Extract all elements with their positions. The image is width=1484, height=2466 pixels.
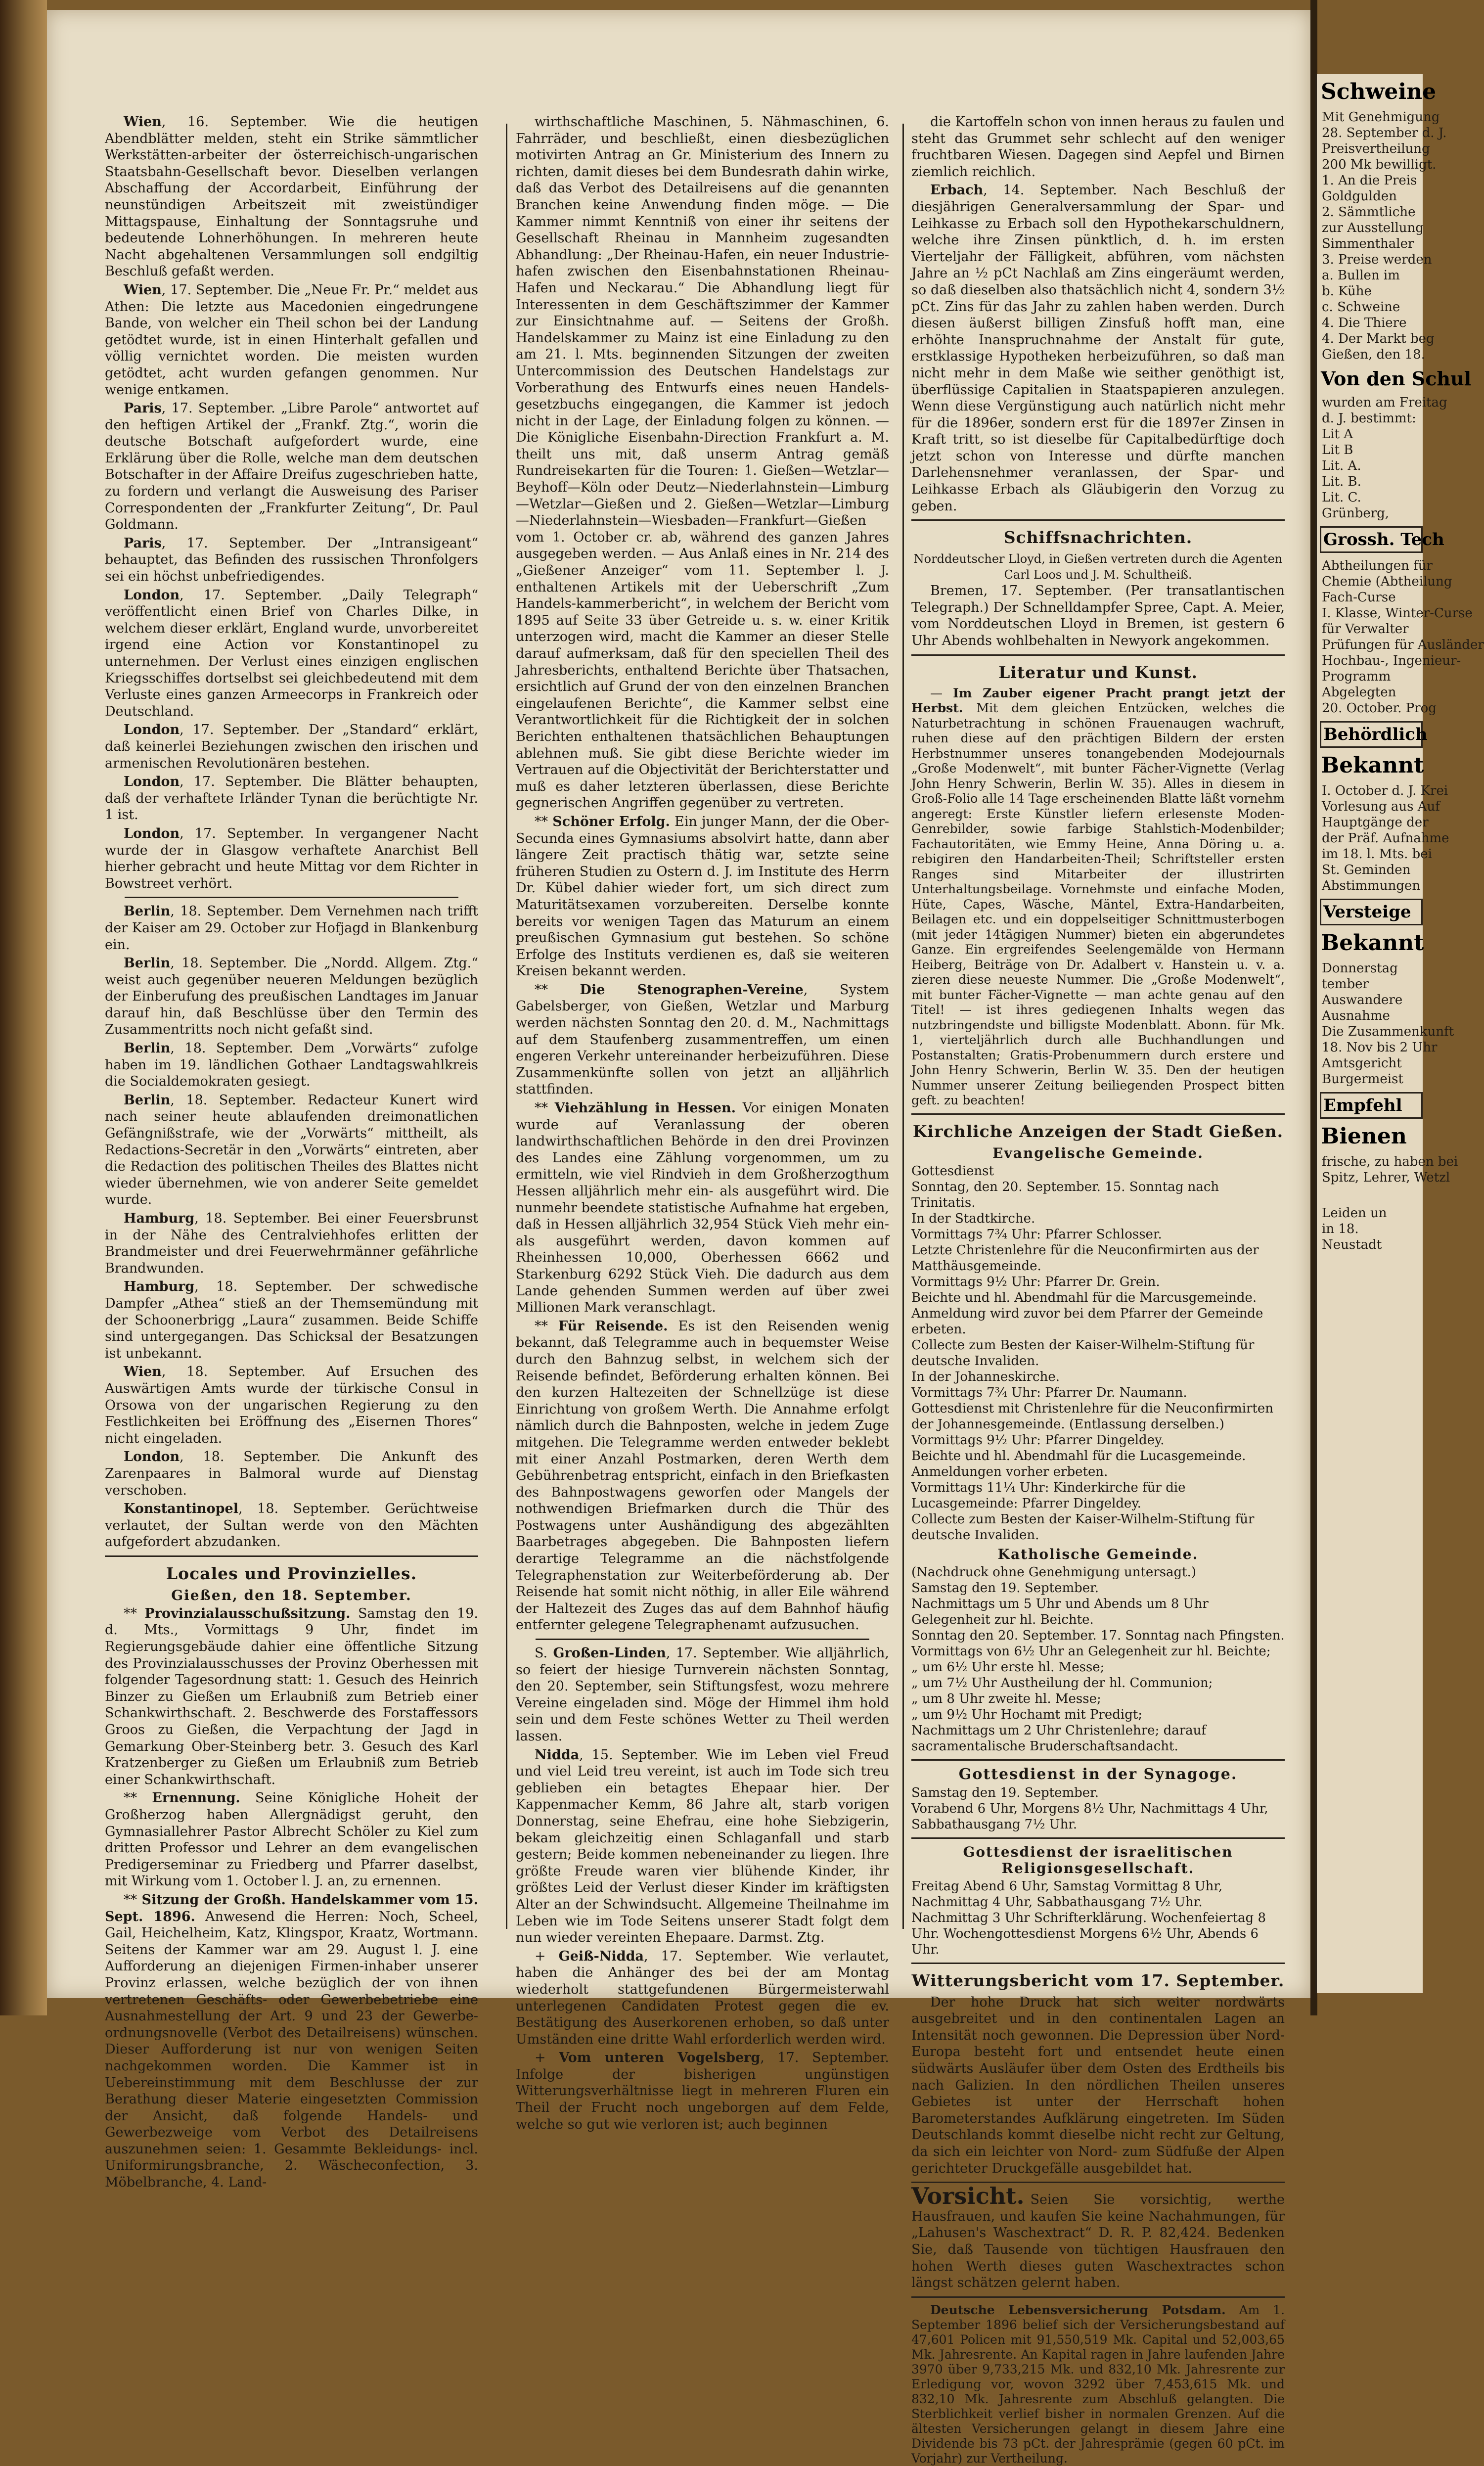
divider bbox=[911, 519, 1285, 521]
section-title-local: Locales und Provinzielles. bbox=[166, 1563, 417, 1583]
article: Konstantinopel, 18. September. Gerüchtweise verlautet, der Sultan werde von den Mächten aufgefordert abzudanken. bbox=[105, 1501, 478, 1550]
local-news-continued bbox=[516, 114, 889, 1634]
telegram-news-2 bbox=[105, 903, 478, 1551]
adjacent-heading: Bienen bbox=[1321, 1124, 1407, 1149]
article: ** Ernennung. Seine Königliche Hoheit der Großherzog haben Allergnädigst geruht, den Gymnasiallehrer Pastor Albrecht Schöler zu Kiel zum dritten Professor und Lehrer an dem evangelischen Predigerseminar zu Friedberg und Pfarrer daselbst, mit Wirkung vom 1. October l. J. an, zu ernennen. bbox=[105, 1790, 478, 1889]
article: die Kartoffeln schon von innen heraus zu faulen und steht das Grummet sehr schlecht auf den weniger fruchtbaren Wiesen. Dagegen sind Aepfel und Birnen ziemlich reichlich. bbox=[911, 114, 1285, 180]
service-line: „ um 8 Uhr zweite hl. Messe; bbox=[911, 1691, 1101, 1706]
adjacent-line: 20. October. Prog bbox=[1322, 701, 1437, 716]
service-line: Nachmittags um 5 Uhr und Abends um 8 Uhr Gelegenheit zur hl. Beichte. bbox=[911, 1596, 1209, 1627]
adjacent-line: d. J. bestimmt: bbox=[1322, 411, 1416, 426]
service-line: Vormittags 7¾ Uhr: Pfarrer Schlosser. bbox=[911, 1227, 1162, 1242]
adjacent-lines bbox=[1317, 1154, 1458, 1186]
service-line: „ um 9½ Uhr Hochamt mit Predigt; bbox=[911, 1707, 1143, 1722]
adjacent-line: Auswandere bbox=[1322, 993, 1403, 1007]
service-line: Beichte und hl. Abendmahl für die Marcusgemeinde. Anmeldung wird zuvor bei dem Pfarrer der Gemeinde erbeten. bbox=[911, 1290, 1263, 1337]
adjacent-line: Prüfungen für Ausländer bbox=[1322, 638, 1484, 652]
service-line: Vorabend 6 Uhr, Morgens 8½ Uhr, Nachmittags 4 Uhr, bbox=[911, 1801, 1268, 1816]
article: S. Großen-Linden, 17. September. Wie alljährlich, so feiert der hiesige Turnverein nächsten Sonntag, den 20. September, sein Stiftungsfest, wozu mehrere Vereine eingeladen sind. Möge der Himmel ihm hold sein und dem Feste schönes Wetter zu Theil werden lassen. bbox=[516, 1645, 889, 1744]
adjacent-line: Amtsgericht bbox=[1322, 1056, 1402, 1071]
adjacent-line: Ausnahme bbox=[1322, 1008, 1390, 1023]
adjacent-lines bbox=[1317, 109, 1447, 363]
adjacent-line: 200 Mk bewilligt. bbox=[1322, 157, 1437, 172]
service-line: Letzte Christenlehre für die Neuconfirmirten aus der Matthäusgemeinde. bbox=[911, 1242, 1259, 1274]
adjacent-box: Grossh. Tech bbox=[1320, 526, 1423, 553]
catholic-services bbox=[911, 1564, 1285, 1754]
adjacent-line: für Verwalter bbox=[1322, 622, 1409, 637]
adjacent-line: Abtheilungen für bbox=[1322, 558, 1433, 573]
divider bbox=[911, 1963, 1285, 1964]
adjacent-lines bbox=[1317, 395, 1447, 521]
service-line: Gottesdienst mit Christenlehre für die Neuconfirmirten der Johannesgemeinde. (Entlassung derselben.) bbox=[911, 1401, 1273, 1432]
adjacent-line: Gießen, den 18. bbox=[1322, 347, 1425, 362]
adjacent-line: Goldgulden bbox=[1322, 189, 1397, 204]
adjacent-line: Lit. B. bbox=[1322, 474, 1361, 489]
synagogue-title: Gottesdienst in der Synagoge. bbox=[958, 1765, 1238, 1783]
article: Berlin, 18. September. Redacteur Kunert wird nach seiner heute ablaufenden dreimonatlichen Gefängnißstrafe, wie der „Vorwärts“ mittheilt, als Redactions-Secretär in den „Vorwärts“ eintreten, aber die Redaction des politischen Theiles des Blattes nicht wieder übernehmen, wie von anderer Seite gemeldet wurde. bbox=[105, 1092, 478, 1208]
adjacent-line: Fach-Curse bbox=[1322, 590, 1396, 605]
adjacent-lines bbox=[1317, 783, 1449, 894]
adjacent-line: Leiden un bbox=[1322, 1206, 1387, 1221]
service-line: Nachmittags um 2 Uhr Christenlehre; darauf sacramentalische Bruderschaftsandacht. bbox=[911, 1723, 1207, 1754]
weather-title: Witterungsbericht vom 17. September. bbox=[911, 1970, 1285, 1990]
advertisement bbox=[911, 2183, 1285, 2291]
service-line: Samstag den 19. September. bbox=[911, 1785, 1099, 1800]
service-line: Collecte zum Besten der Kaiser-Wilhelm-Stiftung für deutsche Invaliden. bbox=[911, 1337, 1255, 1369]
adjacent-line: Die Zusammenkunft bbox=[1322, 1024, 1454, 1039]
adjacent-line: 4. Der Markt beg bbox=[1322, 331, 1435, 346]
divider bbox=[911, 654, 1285, 656]
telegram-news bbox=[105, 114, 478, 892]
article: Berlin, 18. September. Die „Nordd. Allgem. Ztg.“ weist auch gegenüber neueren Meldungen bezüglich der Einberufung des preußischen Landtages im Januar darauf hin, daß Beschlüsse über den Termin des Zusammentritts noch nicht gefaßt sind. bbox=[105, 956, 478, 1038]
divider bbox=[911, 1759, 1285, 1761]
adjacent-box: Versteige bbox=[1320, 899, 1423, 925]
adjacent-heading: Von den Schul bbox=[1321, 367, 1472, 390]
divider bbox=[536, 1639, 869, 1640]
article: Hamburg, 18. September. Bei einer Feuersbrunst in der Nähe des Centralviehhofes erlitten der Brandmeister und drei Feuerwehrmänner gefährliche Brandwunden. bbox=[105, 1211, 478, 1276]
article: Berlin, 18. September. Dem Vernehmen nach trifft der Kaiser am 29. October zur Hofjagd in Blankenburg ein. bbox=[105, 904, 478, 953]
service-line: Collecte zum Besten der Kaiser-Wilhelm-Stiftung für deutsche Invaliden. bbox=[911, 1511, 1255, 1543]
ship-news-text: Bremen, 17. September. (Per transatlantischen Telegraph.) Der Schnelldampfer Spree, Capt. A. Meier, vom Norddeutschen Lloyd in Bremen, ist gestern 6 Uhr Abends wohlbehalten in Newyork angekommen. bbox=[911, 583, 1285, 649]
adjacent-line: St. Geminden bbox=[1322, 863, 1411, 877]
adjacent-line: 28. September d. J. bbox=[1322, 126, 1447, 140]
article: Wien, 16. September. Wie die heutigen Abendblätter melden, steht ein Strike sämmtlicher Werkstätten-arbeiter der österreichisch-ungarischen Staatsbahn-Gesellschaft bevor. Dieselben verlangen Abschaffung der Accordarbeit, Einführung der neunstündigen Arbeitszeit mit zweistündiger Mittagspause, Einhaltung der Sonntagsruhe und bedeutende Lohnerhöhungen. In mehreren heute Nacht abgehaltenen Versammlungen soll endgiltig Beschluß gefaßt werden. bbox=[105, 114, 478, 279]
divider bbox=[911, 2296, 1285, 2298]
article: Wien, 17. September. Die „Neue Fr. Pr.“ meldet aus Athen: Die letzte aus Macedonien eingedrungene Bande, von welcher ein Theil schon bei der Landung getödtet wurde, ist in einen Hinterhalt gefallen und völlig vernichtet worden. Die meisten wurden getödtet, acht wurden gefangen genommen. Nur wenige entkamen. bbox=[105, 282, 478, 398]
column-3 bbox=[911, 114, 1285, 2466]
adjacent-line: Lit A bbox=[1322, 427, 1353, 442]
church-notices-title: Kirchliche Anzeigen der Stadt Gießen. bbox=[912, 1121, 1284, 1141]
article: Paris, 17. September. „Libre Parole“ antwortet auf den heftigen Artikel der „Frankf. Ztg.“, worin die deutsche Botschaft aufgefordert wurde, eine Erklärung über die Rolle, welche man dem deutschen Botschafter in der Affaire Dreifus zugeschrieben hatte, zu fordern und verlangt die Ausweisung des Pariser Correspondenten der „Frankfurter Zeitung“, Dr. Paul Goldmann. bbox=[105, 401, 478, 533]
adjacent-box: Empfehl bbox=[1320, 1092, 1423, 1119]
adjacent-lines bbox=[1317, 1205, 1423, 1253]
service-line: Gottesdienst bbox=[911, 1163, 994, 1179]
adjacent-line: Lit. A. bbox=[1322, 458, 1361, 473]
adjacent-heading: Bekannt bbox=[1321, 930, 1424, 956]
service-line: „ um 7½ Uhr Austheilung der hl. Communion; bbox=[911, 1675, 1213, 1690]
service-line: Vormittags 11¼ Uhr: Kinderkirche für die Lucasgemeinde: Pfarrer Dingeldey. bbox=[911, 1480, 1186, 1511]
catholic-community: Katholische Gemeinde. bbox=[997, 1546, 1199, 1562]
service-line: In der Stadtkirche. bbox=[911, 1211, 1035, 1226]
service-line: Sabbathausgang 7½ Uhr. bbox=[911, 1817, 1078, 1832]
advertisement-text: Seien Sie vorsichtig, werthe Hausfrauen, und kaufen Sie keine Nachahmungen, für „Lahusen's Waschextract“ D. R. P. 82,424. Bedenken Sie, daß Tausende von tüchtigen Hausfrauen den hohen Werth dieses guten Waschextractes schon längst schätzen gelernt haben. bbox=[911, 2192, 1285, 2291]
article: ** Sitzung der Großh. Handelskammer vom 15. Sept. 1896. Anwesend die Herren: Noch, Scheel, Gail, Heichelheim, Katz, Klingspor, Kraatz, Wortmann. Seitens der Kammer war am 29. August l. J. eine Aufforderung an diejenigen Firmen-inhaber unserer Provinz erlassen, welche bezüglich der von ihnen vertretenen Geschäfts- oder Gewerbebetriebe eine Ausnahmestellung der Art. 9 und 23 der Gewerbe-ordnungsnovelle (Verbot des Detailreisens) wünschen. Dieser Aufforderung ist nur von wenigen Seiten nachgekommen worden. Die Kammer ist in Uebereinstimmung mit dem Beschlusse der zur Berathung dieser Materie eingesetzten Commission der Ansicht, daß folgende Handels- und Gewerbezweige vom Verbot des Detailreisens auszunehmen seien: 1. Gesammte Bekleidungs- incl. Uniformirungsbranche, 2. Wäscheconfection, 3. Möbelbranche, 4. Land- bbox=[105, 1892, 478, 2191]
article: wirthschaftliche Maschinen, 5. Nähmaschinen, 6. Fahrräder, und beschließt, einen diesbezüglichen motivirten Antrag an Gr. Ministerium des Innern zu richten, damit dieses bei dem Bundesrath dahin wirke, daß das Verbot des Detailreisens auf die genannten Branchen keine Anwendung finden möge. — Die Kammer nimmt Kenntniß von einer ihr seitens der Gesellschaft Rheinau in Mannheim zugesandten Abhandlung: „Der Rheinau-Hafen, ein neuer Industrie-hafen zwischen den Eisenbahnstationen Rheinau-Hafen und Neckarau.“ Die Abhandlung liegt für Interessenten in dem Geschäftszimmer der Kammer zur Einsichtnahme auf. — Seitens der Großh. Handelskammer zu Mainz ist eine Einladung zu den am 21. l. Mts. beginnenden Sitzungen der zweiten Untercommission des Deutschen Handelstags zur Vorberathung des Entwurfs eines neuen Handels-gesetzbuchs eingegangen, die Kammer ist jedoch nicht in der Lage, der Einladung folgen zu können. — Die Königliche Eisenbahn-Direction Frankfurt a. M. theilt uns mit, daß unserm Antrag gemäß Rundreisekarten für die Touren: 1. Gießen—Wetzlar—Beyhoff—Köln oder Deutz—Niederlahnstein—Limburg—Wetzlar—Gießen und 2. Gießen—Wetzlar—Limburg—Niederlahnstein—Wiesbaden—Frankfurt—Gießen vom 1. October cr. ab, während des ganzen Jahres ausgegeben werden. — Aus Anlaß eines in Nr. 214 des „Gießener Anzeiger“ vom 11. September l. J. enthaltenen Artikels mit der Ueberschrift „Zum Handels-kammerbericht“, in welchem der Bericht vom 1895 auf Seite 33 über Getreide u. s. w. einer Kritik unterzogen wird, macht die Kammer an dieser Stelle darauf aufmerksam, daß für den speciellen Theil des Jahresberichts, enthaltend Berichte über Thatsachen, ersichtlich auf Grund der von den einzelnen Branchen eingelaufenen Berichte“, die Kammer selbst eine Verantwortlichkeit für die Richtigkeit der in solchen Berichten enthaltenen thatsächlichen Behauptungen ablehnen muß. Sie gibt diese Berichte wieder im Vertrauen auf die Objectivität der Berichterstatter und muß es daher letzteren überlassen, diese Berichte gegnerischen Angriffen gegenüber zu vertreten. bbox=[516, 114, 889, 811]
service-line: In der Johanneskirche. bbox=[911, 1369, 1060, 1384]
adjacent-line: Vorlesung aus Auf bbox=[1322, 799, 1440, 814]
adjacent-line: Grünberg, bbox=[1322, 506, 1390, 521]
adjacent-line: Simmenthaler bbox=[1322, 236, 1414, 251]
adjacent-line: 4. Die Thiere bbox=[1322, 316, 1407, 330]
adjacent-line: Lit B bbox=[1322, 443, 1353, 457]
article: Hamburg, 18. September. Der schwedische Dampfer „Athea“ stieß an der Themsemündung mit der Schoonerbrigg „Laura“ zusammen. Beide Schiffe sind untergegangen. Das Schicksal der Besatzungen ist unbekannt. bbox=[105, 1279, 478, 1361]
protestant-services bbox=[911, 1163, 1285, 1543]
column-rule bbox=[506, 124, 507, 1929]
article: + Geiß-Nidda, 17. September. Wie verlautet, haben die Anhänger des bei der am Montag wiederholt stattgefundenen Bürgermeisterwahl unterlegenen Candidaten Protest gegen die ev. Bestätigung des Auserkorenen erhoben, so daß unter Umständen eine dritte Wahl erforderlich werden wird. bbox=[516, 1948, 889, 2047]
service-line: Vormittags 7¾ Uhr: Pfarrer Dr. Naumann. bbox=[911, 1385, 1187, 1400]
protestant-community: Evangelische Gemeinde. bbox=[992, 1144, 1204, 1161]
adjacent-line: Preisvertheilung bbox=[1322, 141, 1430, 156]
adjacent-line: I. Klasse, Winter-Curse bbox=[1322, 606, 1473, 621]
dateline: Gießen, den 18. September. bbox=[171, 1587, 412, 1603]
weather-text: Der hohe Druck hat sich weiter nordwärts ausgebreitet und in den continentalen Lagen an Intensität noch gewonnen. Die Depression über Nord-Europa besteht fort und entsendet heute einen südwärts Ausläufer über dem Osten des Erdtheils bis nach Galizien. In den nördlichen Theilen unseres Gebietes ist unter der Herrschaft hohen Barometerstandes Aufklärung eingetreten. Im Süden Deutschlands kommt dieselbe nicht recht zur Geltung, da sich ein leichter von Nord- zum Südfuße der Alpen gerichteter Druckgefälle ausgebildet hat. bbox=[911, 1994, 1285, 2176]
article: ** Provinzialausschußsitzung. Samstag den 19. d. Mts., Vormittags 9 Uhr, findet im Regierungsgebäude dahier eine öffentliche Sitzung des Provinzialausschusses der Provinz Oberhessen mit folgender Tagesordnung statt: 1. Gesuch des Heinrich Binzer zu Gießen um Erlaubniß zum Betrieb einer Schankwirthschaft. 2. Beschwerde des Forstaffessors Groos zu Gießen, die Verpachtung der Jagd in Gemarkung Ober-Steinberg betr. 3. Gesuch des Karl Kratzenberger zu Gießen um Erlaubniß zum Betrieb einer Schankwirthschaft. bbox=[105, 1605, 478, 1787]
adjacent-line: I. October d. J. Krei bbox=[1322, 783, 1448, 798]
service-line: Sonntag, den 20. September. 15. Sonntag nach Trinitatis. bbox=[911, 1179, 1219, 1210]
book-spine bbox=[0, 0, 47, 2015]
service-line: Sonntag den 20. September. 17. Sonntag nach Pfingsten. bbox=[911, 1628, 1285, 1643]
column-1 bbox=[105, 114, 478, 2191]
adjacent-line: Neustadt bbox=[1322, 1237, 1382, 1252]
divider bbox=[105, 1555, 478, 1557]
adjacent-heading: Bekannt bbox=[1321, 753, 1424, 778]
adjacent-line: Chemie (Abtheilung bbox=[1322, 574, 1452, 589]
synagogue-services bbox=[911, 1785, 1285, 1832]
adjacent-page bbox=[1315, 74, 1484, 1993]
article: London, 17. September. In vergangener Nacht wurde der in Glasgow verhaftete Anarchist Bell hierher gebracht und heute Mittag vor dem Richter in Bowstreet verhört. bbox=[105, 825, 478, 891]
regional-news-continued bbox=[911, 114, 1285, 514]
article: + Vom unteren Vogelsberg, 17. September. Infolge der bisherigen ungünstigen Witterungsverhältnisse liegt in mehreren Fluren ein Theil der Frucht noch ungeborgen auf dem Felde, welche so gut wie verloren ist; auch beginnen bbox=[516, 2050, 889, 2132]
service-line: Vormittags 9½ Uhr: Pfarrer Dr. Grein. bbox=[911, 1274, 1160, 1289]
adjacent-line: tember bbox=[1322, 977, 1369, 992]
column-rule bbox=[902, 124, 904, 1929]
adjacent-box: Behördlich bbox=[1320, 721, 1423, 748]
article: Nidda, 15. September. Wie im Leben viel Freud und viel Leid treu vereint, ist auch im Tode sich treu geblieben ein betagtes Ehepaar hier. Der Kappenmacher Kemm, 86 Jahre alt, starb vorigen Donnerstag, seine Ehefrau, eine hohe Siebzigerin, bekam gleichzeitig einen Schlaganfall und starb gestern; Beide kommen nebeneinander zu liegen. Ihre größte Freude waren vier blühende Kinder, ihr größtes Leid der Verlust dieser Kinder im kräftigsten Alter an der Schwindsucht. Allgemeine Theilnahme im Leben wie im Tode Seitens unserer Stadt folgt dem nun wieder vereinten Ehepaare. Darmst. Ztg. bbox=[516, 1747, 889, 1946]
divider bbox=[125, 897, 458, 898]
service-line: Vormittags 9½ Uhr: Pfarrer Dingeldey. bbox=[911, 1432, 1165, 1448]
adjacent-line: 2. Sämmtliche bbox=[1322, 205, 1416, 220]
adjacent-line: zur Ausstellung bbox=[1322, 221, 1424, 235]
article: Berlin, 18. September. Dem „Vorwärts“ zufolge haben im 19. ländlichen Gothaer Landtagswahlkreis die Socialdemokraten gesiegt. bbox=[105, 1041, 478, 1090]
service-line: (Nachdruck ohne Genehmigung untersagt.) bbox=[911, 1564, 1197, 1580]
adjacent-line: der Präf. Aufnahme bbox=[1322, 831, 1449, 846]
adjacent-line: Lit. C. bbox=[1322, 490, 1361, 505]
article: ** Für Reisende. Es ist den Reisenden wenig bekannt, daß Telegramme auch in bequemster Weise durch den Bahnzug selbst, in welchem sich der Reisende befindet, Beförderung erhalten können. Bei den kurzen Haltezeiten der Schnellzüge ist diese Einrichtung von großem Werth. Die Annahme erfolgt nämlich durch die Bahnposten, welche in jedem Zuge mitgehen. Die Telegramme werden entweder beklebt mit einer Anzahl Postmarken, deren Werth dem Gebührenbetrag entspricht, einfach in den Briefkasten des Bahnpostwagens geworfen oder Mangels der nothwendigen Briefmarken durch die Thür des Postwagens unter Aushändigung des abgezählten Baarbetrages abgegeben. Die Bahnposten liefern derartige Telegramme an die nächstfolgende Telegraphenstation zur Weiterbeförderung ab. Der Reisende hat somit nicht nöthig, in aller Eile während der Haltezeit des Zuges das auf dem Bahnhof häufig entfernter gelegene Telegraphenamt aufzusuchen. bbox=[516, 1318, 889, 1633]
article: ** Viehzählung in Hessen. Vor einigen Monaten wurde auf Veranlassung der oberen landwirthschaftlichen Behörde in den drei Provinzen des Landes eine Zählung vorgenommen, um zu ermitteln, wie viel Rindvieh in dem Großherzogthum Hessen alljährlich mehr ein- als ausgeführt wird. Die nunmehr beendete statistische Aufnahme hat ergeben, daß in Hessen alljährlich 32,954 Stück Vieh mehr ein- als ausgeführt werden, davon kommen auf Rheinhessen 10,000, Oberhessen 6662 und Starkenburg 6292 Stück Vieh. Die dadurch aus dem Lande gehenden Summen werden auf über zwei Millionen Mark veranschlagt. bbox=[516, 1100, 889, 1316]
literature-text: — Im Zauber eigener Pracht prangt jetzt der Herbst. Mit dem gleichen Entzücken, welches die Naturbetrachtung in schönen Frauenaugen wachruft, ruhen diese auf den prächtigen Bildern der ersten Herbstnummer unseres tonangebenden Modejournals „Große Modenwelt“, mit bunter Fächer-Vignette (Verlag John Henry Schwerin, Berlin W. 35). Alles in diesem in Groß-Folio alle 14 Tage erscheinenden Blatte läßt vornehm angeregt: Erste Künstler liefern erlesenste Moden-Genrebilder, sowie farbige Stahlstich-Modenbilder; Fachautoritäten, wie Emmy Heine, Anna Döring u. a. rebigiren den Handarbeiten-Theil; Schriftsteller ersten Ranges sind Mitarbeiter der illustrirten Unterhaltungsbeilage. Vornehmste und einfache Moden, Hüte, Capes, Wäsche, Mäntel, Extra-Handarbeiten, Beilagen etc. und ein doppelseitiger Schnittmusterbogen (mit jeder 14tägigen Nummer) bieten ein abgerundetes Ganze. Ein ergreifendes Seelengemälde von Hermann Heiberg, Beiträge von Dr. Adalbert v. Hanstein u. v. a. zieren diese neueste Nummer. Die „Große Modenwelt“, mit bunter Fächer-Vignette — man achte genau auf den Titel! — ist ihres gediegenen Inhalts wegen das nutzbringendste und billigste Modenblatt. Abonn. für Mk. 1, vierteljährlich durch alle Buchhandlungen und Postanstalten; Gratis-Probenummern durch erstere und John Henry Schwerin, Berlin W. 35. Den der heutigen Nummer unserer Zeitung beiliegenden Prospect bitten geft. zu beachten! bbox=[911, 685, 1285, 1108]
adjacent-line: Burgermeist bbox=[1322, 1072, 1403, 1087]
divider bbox=[911, 1837, 1285, 1839]
column-2 bbox=[516, 114, 889, 2132]
adjacent-line: a. Bullen im bbox=[1322, 268, 1400, 283]
article: Erbach, 14. September. Nach Beschluß der diesjährigen Generalversammlung der Spar- und Leihkasse zu Erbach soll den Hypothekarschuldnern, welche ihre Zinsen pünktlich, d. h. im ersten Vierteljahr der Fälligkeit, abführen, vom nächsten Jahre an ½ pCt Nachlaß am Zins eingeräumt werden, so daß dieselben also thatsächlich nicht 4, sondern 3½ pCt. Zins für das Jahr zu zahlen haben werden. Durch diesen äußerst billigen Zinsfuß hofft man, eine erhöhte Inanspruchnahme der Anstalt für gute, erstklassige Hypotheken herbeizuführen, so daß man nicht mehr in dem Maße wie seither genöthigt ist, überflüssige Capitalien in Staatspapieren anzulegen. Wenn diese Vergünstigung auch natürlich nicht mehr für die 1896er, sondern erst für die 1897er Zinsen in Kraft tritt, so ist dieselbe für Capitalbedürftige doch jetzt schon von Interesse und dürfte manchen Darlehensnehmer veranlassen, der Spar- und Leihkasse Erbach als Gläubigerin den Vorzug zu geben. bbox=[911, 183, 1285, 514]
literature-title: Literatur und Kunst. bbox=[998, 662, 1198, 682]
service-line: „ um 6½ Uhr erste hl. Messe; bbox=[911, 1659, 1105, 1675]
article: London, 18. September. Die Ankunft des Zarenpaares in Balmoral wurde auf Dienstag verschoben. bbox=[105, 1449, 478, 1498]
ship-news-intro: Norddeutscher Lloyd, in Gießen vertreten durch die Agenten Carl Loos und J. M. Schultheiß. bbox=[913, 552, 1283, 582]
advertisement-title: Vorsicht. bbox=[911, 2183, 1025, 2210]
service-line: Samstag den 19. September. bbox=[911, 1580, 1099, 1596]
adjacent-line: Spitz, Lehrer, Wetzl bbox=[1322, 1170, 1450, 1185]
service-line: Freitag Abend 6 Uhr, Samstag Vormittag 8 Uhr, Nachmittag 4 Uhr, Sabbathausgang 7½ Uhr. bbox=[911, 1878, 1223, 1910]
adjacent-line: c. Schweine bbox=[1322, 300, 1400, 315]
article: London, 17. September. Die Blätter behaupten, daß der verhaftete Irländer Tynan die berüchtigte Nr. 1 ist. bbox=[105, 774, 478, 823]
regional-news bbox=[516, 1645, 889, 2133]
adjacent-line: Abgelegten bbox=[1322, 685, 1396, 700]
adjacent-line: wurden am Freitag bbox=[1322, 395, 1447, 410]
adjacent-line: Donnerstag bbox=[1322, 961, 1398, 976]
service-line: Vormittags von 6½ Uhr an Gelegenheit zur hl. Beichte; bbox=[911, 1644, 1271, 1659]
service-line: Beichte und hl. Abendmahl für die Lucasgemeinde. Anmeldungen vorher erbeten. bbox=[911, 1448, 1246, 1479]
adjacent-line: 1. An die Preis bbox=[1322, 173, 1417, 188]
article: ** Die Stenographen-Vereine, System Gabelsberger, von Gießen, Wetzlar und Marburg werden nächsten Sonntag den 20. d. M., Nachmittags auf dem Staufenberg zusammentreffen, um einen engeren Verkehr untereinander herbeizuführen. Diese Zusammenkünfte sollen von jetzt an alljährlich stattfinden. bbox=[516, 982, 889, 1097]
adjacent-line: Mit Genehmigung bbox=[1322, 110, 1440, 125]
article: Wien, 18. September. Auf Ersuchen des Auswärtigen Amts wurde der türkische Consul in Orsowa von der ungarischen Regierung zu den Festlichkeiten bei Eröffnung des „Eisernen Thores“ nicht eingeladen. bbox=[105, 1364, 478, 1446]
israelite-title: Gottesdienst der israelitischen Religionsgesellschaft. bbox=[963, 1843, 1233, 1876]
adjacent-line: 3. Preise werden bbox=[1322, 252, 1432, 267]
israelite-services bbox=[911, 1878, 1285, 1958]
local-news bbox=[105, 1605, 478, 2191]
divider bbox=[911, 1113, 1285, 1115]
adjacent-line: 18. Nov bis 2 Uhr bbox=[1322, 1040, 1438, 1055]
adjacent-line: Hauptgänge der bbox=[1322, 815, 1429, 830]
ship-news-title: Schiffsnachrichten. bbox=[1003, 528, 1193, 548]
adjacent-line: b. Kühe bbox=[1322, 284, 1372, 299]
article: London, 17. September. Der „Standard“ erklärt, daß keinerlei Beziehungen zwischen den irischen und armenischen Revolutionären bestehen. bbox=[105, 722, 478, 771]
service-line: Nachmittag 3 Uhr Schrifterklärung. Wochenfeiertag 8 Uhr. Wochengottesdienst Morgens 6½ Uhr, Abends 6 Uhr. bbox=[911, 1910, 1266, 1957]
adjacent-lines bbox=[1317, 960, 1454, 1087]
adjacent-lines bbox=[1317, 558, 1484, 716]
adjacent-heading: Schweine bbox=[1321, 79, 1437, 104]
insurance-notice: Deutsche Lebensversicherung Potsdam. Am 1. September 1896 belief sich der Versicherungsbestand auf 47,601 Policen mit 91,550,519 Mk. Capital und 52,003,65 Mk. Jahresrente. An Kapital ragen in Jahre laufenden Jahre 3970 über 9,733,215 Mk. und 832,10 Mk. Jahresrente zur Erledigung vor, wovon 3292 über 7,453,615 Mk. und 832,10 Mk. Jahresrente zum Abschluß gelangten. Die Sterblichkeit verlief bisher in normalen Grenzen. Auf die ältesten Versicherungen gelangt in diesem Jahre eine Dividende bis 73 pCt. der Jahresprämie (gegen 60 pCt. im Vorjahr) zur Vertheilung. bbox=[911, 2302, 1285, 2466]
adjacent-line: im 18. l. Mts. bei bbox=[1322, 847, 1432, 862]
adjacent-line: in 18. bbox=[1322, 1222, 1359, 1236]
adjacent-line: frische, zu haben bei bbox=[1322, 1154, 1458, 1169]
adjacent-line: Programm bbox=[1322, 669, 1391, 684]
article: London, 17. September. „Daily Telegraph“ veröffentlicht einen Brief von Charles Dilke, in welchem dieser erklärt, England wurde, unvorbereitet irgend eine Action vor Konstantinopel zu unternehmen. Der Verlust eines einzigen englischen Kriegsschiffes dortselbst sei gleichbedeutend mit dem Verluste eines ganzen Armeecorps in Frankreich oder Deutschland. bbox=[105, 587, 478, 719]
article: ** Schöner Erfolg. Ein junger Mann, der die Ober-Secunda eines Gymnasiums absolvirt hatte, dann aber längere Zeit practisch thätig war, setzte seine früheren Studien zu Ostern d. J. im Institute des Herrn Dr. Kübel dahier wieder fort, um sich direct zum Maturitätsexamen vorzubereiten. Derselbe konnte bereits vor wenigen Tagen das Maturum an einem preußischen Gymnasium gut bestehen. So schöne Erfolge des Instituts verdienen es, daß sie weiteren Kreisen bekannt werden. bbox=[516, 814, 889, 979]
adjacent-line: Hochbau-, Ingenieur- bbox=[1322, 653, 1461, 668]
article: Paris, 17. September. Der „Intransigeant“ behauptet, das Befinden des russischen Thronfolgers sei ein höchst unbefriedigendes. bbox=[105, 535, 478, 585]
adjacent-line: Abstimmungen bbox=[1322, 878, 1421, 893]
